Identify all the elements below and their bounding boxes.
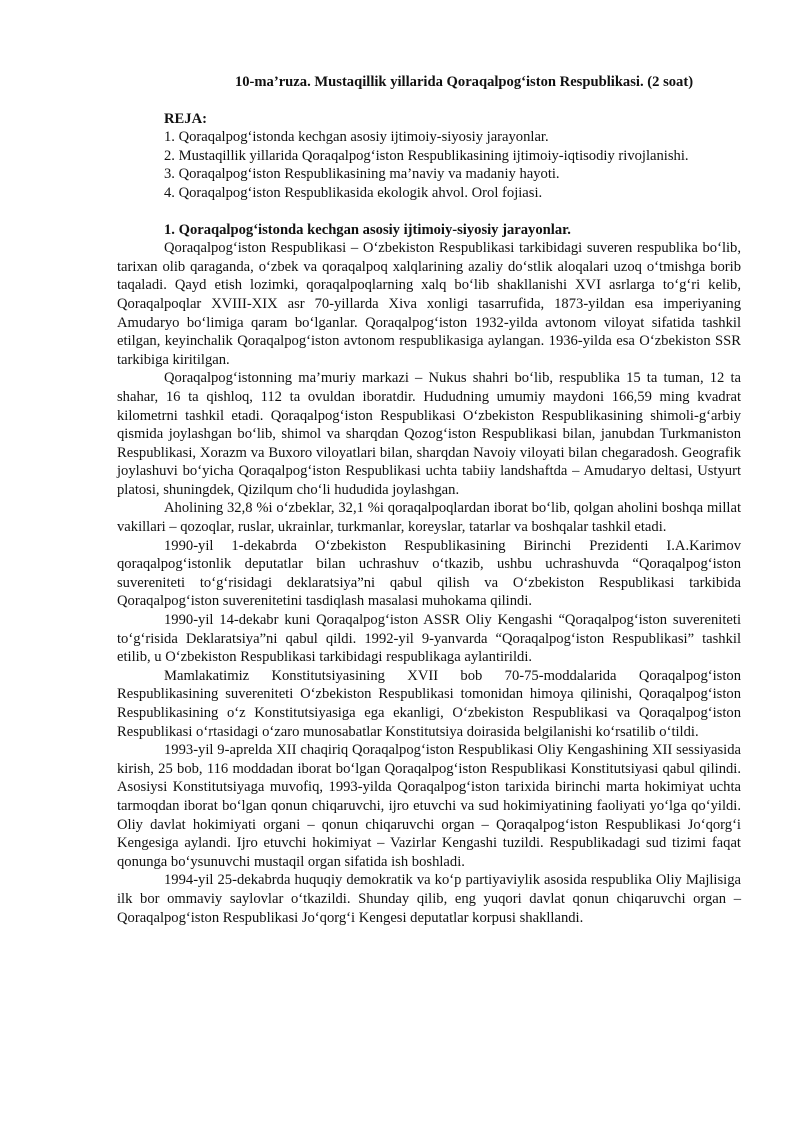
plan-list [164, 128, 741, 202]
body-paragraph: Mamlakatimiz Konstitutsiyasining XVII bob 70-75-moddalarida Qoraqalpog‘iston Respublikasining suvereniteti O‘zbekiston Respublikasi tomonidan himoya qilinishi, Qoraqalpog‘iston Respublikasining o‘z Konstitutsiyasiga ega ekanligi, O‘zbekiston Respublikasi va Qoraqalpog‘iston Respublikasi o‘rtasidagi o‘zaro munosabatlar Konstitutsiya doirasida belgilanishi ko‘rsatilib o‘tildi. [117, 667, 741, 740]
document-page [117, 73, 741, 927]
body-paragraph: 1990-yil 14-dekabr kuni Qoraqalpog‘iston ASSR Oliy Kengashi “Qoraqalpog‘iston suvereniteti to‘g‘risida Deklaratsiya”ni qabul qildi. 1992-yil 9-yanvarda “Qoraqalpog‘iston Respublikasi” tashkil etilib, u O‘zbekiston Respublikasi tarkibidagi respublikaga aylantirildi. [117, 612, 741, 666]
plan-item: 4. Qoraqalpog‘iston Respublikasida ekologik ahvol. Orol fojiasi. [164, 184, 543, 201]
lecture-title: 10-ma’ruza. Mustaqillik yillarida Qoraqalpog‘iston Respublikasi. (2 soat) [234, 74, 694, 90]
body-paragraph: Qoraqalpog‘iston Respublikasi – O‘zbekiston Respublikasi tarkibidagi suveren respublika bo‘lib, tarixan olib qaraganda, o‘zbek va qoraqalpoq xalqlarining azaliy do‘stlik aloqalari uzoq o‘tmishga borib taqaladi. Qayd etish lozimki, qoraqalpoqlarning xalq bo‘lib shakllanishi XVI asrlarga to‘g‘ri kelib, Qoraqalpoqlar XVIII-XIX asr 70-yillarda Xiva xonligi tasarrufida, 1873-yildan esa imperiyaning Amudaryo bo‘limiga qaram bo‘lganlar. Qoraqalpog‘iston 1932-yilda avtonom viloyat sifatida tashkil etilgan, keyinchalik Qoraqalpog‘iston avtonom respublikasiga aylangan. 1936-yilda esa O‘zbekiston SSR tarkibiga kiritilgan. [117, 240, 741, 368]
body-paragraph: 1993-yil 9-aprelda XII chaqiriq Qoraqalpog‘iston Respublikasi Oliy Kengashining XII sessiyasida kirish, 25 bob, 116 moddadan iborat bo‘lgan Qoraqalpog‘iston Respublikasi Konstitutsiyasi qabul qilindi. Asosiysi Konstitutsiyaga muvofiq, 1993-yilda Qoraqalpog‘iston tarixida birinchi marta hokimiyat uchta tarmoqdan iborat bo‘lgan qonun chiqaruvchi, ijro etuvchi va sud hokimiyatining faoliyati yo‘lga qo‘yildi. Oliy davlat hokimiyati organi – qonun chiqaruvchi organ – Qoraqalpog‘iston Respublikasi Jo‘qorg‘i Kengesiga aylandi. Ijro etuvchi hokimiyat – Vazirlar Kengashi tuzildi. Respublikadagi sud tizimi faqat qonunga bo‘ysunuvchi mustaqil organ sifatida ish boshladi. [117, 742, 741, 870]
body-paragraph: Qoraqalpog‘istonning ma’muriy markazi – Nukus shahri bo‘lib, respublika 15 ta tuman, 12 ta shahar, 16 ta qishloq, 112 ta ovuldan iboratdir. Hududning umumiy maydoni 166,59 ming kvadrat kilometrni tashkil etadi. Qoraqalpog‘iston Respublikasi O‘zbekiston Respublikasining shimoli-g‘arbiy qismida joylashgan bo‘lib, shimol va sharqdan Qozog‘iston Respublikasi bilan, janubdan Turkmaniston Respublikasi, Xorazm va Buxoro viloyatlari bilan, sharqdan Navoiy viloyati bilan chegaradosh. Geografik joylashuvi bo‘yicha Qoraqalpog‘iston Respublikasi uchta tabiiy landshaftda – Amudaryo deltasi, Ustyurt platosi, shuningdek, Qizilqum cho‘li hududida joylashgan. [117, 370, 741, 498]
body-paragraph: 1990-yil 1-dekabrda O‘zbekiston Respublikasining Birinchi Prezidenti I.A.Karimov qoraqalpog‘istonlik deputatlar bilan uchrashuv o‘tkazib, ushbu uchrashuvda “Qoraqalpog‘iston suvereniteti to‘g‘risidagi deklaratsiya”ni qabul qilish va O‘zbekiston Respublikasi tarkibida Qoraqalpog‘iston suverenitetini tasdiqlash masalasi muhokama qilindi. [117, 537, 741, 610]
plan-item: 1. Qoraqalpog‘istonda kechgan asosiy ijtimoiy-siyosiy jarayonlar. [164, 129, 549, 146]
plan-heading: REJA: [164, 110, 207, 127]
section-heading: 1. Qoraqalpog‘istonda kechgan asosiy ijtimoiy-siyosiy jarayonlar. [164, 221, 571, 238]
plan-item: 3. Qoraqalpog‘iston Respublikasining ma’naviy va madaniy hayoti. [164, 166, 560, 183]
body-paragraph: Aholining 32,8 %i o‘zbeklar, 32,1 %i qoraqalpoqlardan iborat bo‘lib, qolgan aholini boshqa millat vakillari – qozoqlar, ruslar, ukrainlar, turkmanlar, koreyslar, tatarlar va boshqalar tashkil etadi. [117, 500, 741, 536]
plan-item: 2. Mustaqillik yillarida Qoraqalpog‘iston Respublikasining ijtimoiy-iqtisodiy rivojlanishi. [164, 147, 689, 164]
body-paragraph: 1994-yil 25-dekabrda huquqiy demokratik va ko‘p partiyaviylik asosida respublika Oliy Majlisiga ilk bor ommaviy saylovlar o‘tkazildi. Shunday qilib, eng yuqori davlat qonun chiqaruvchi organ – Qoraqalpog‘iston Respublikasi Jo‘qorg‘i Kengesi deputatlar korpusi shakllandi. [117, 872, 741, 926]
